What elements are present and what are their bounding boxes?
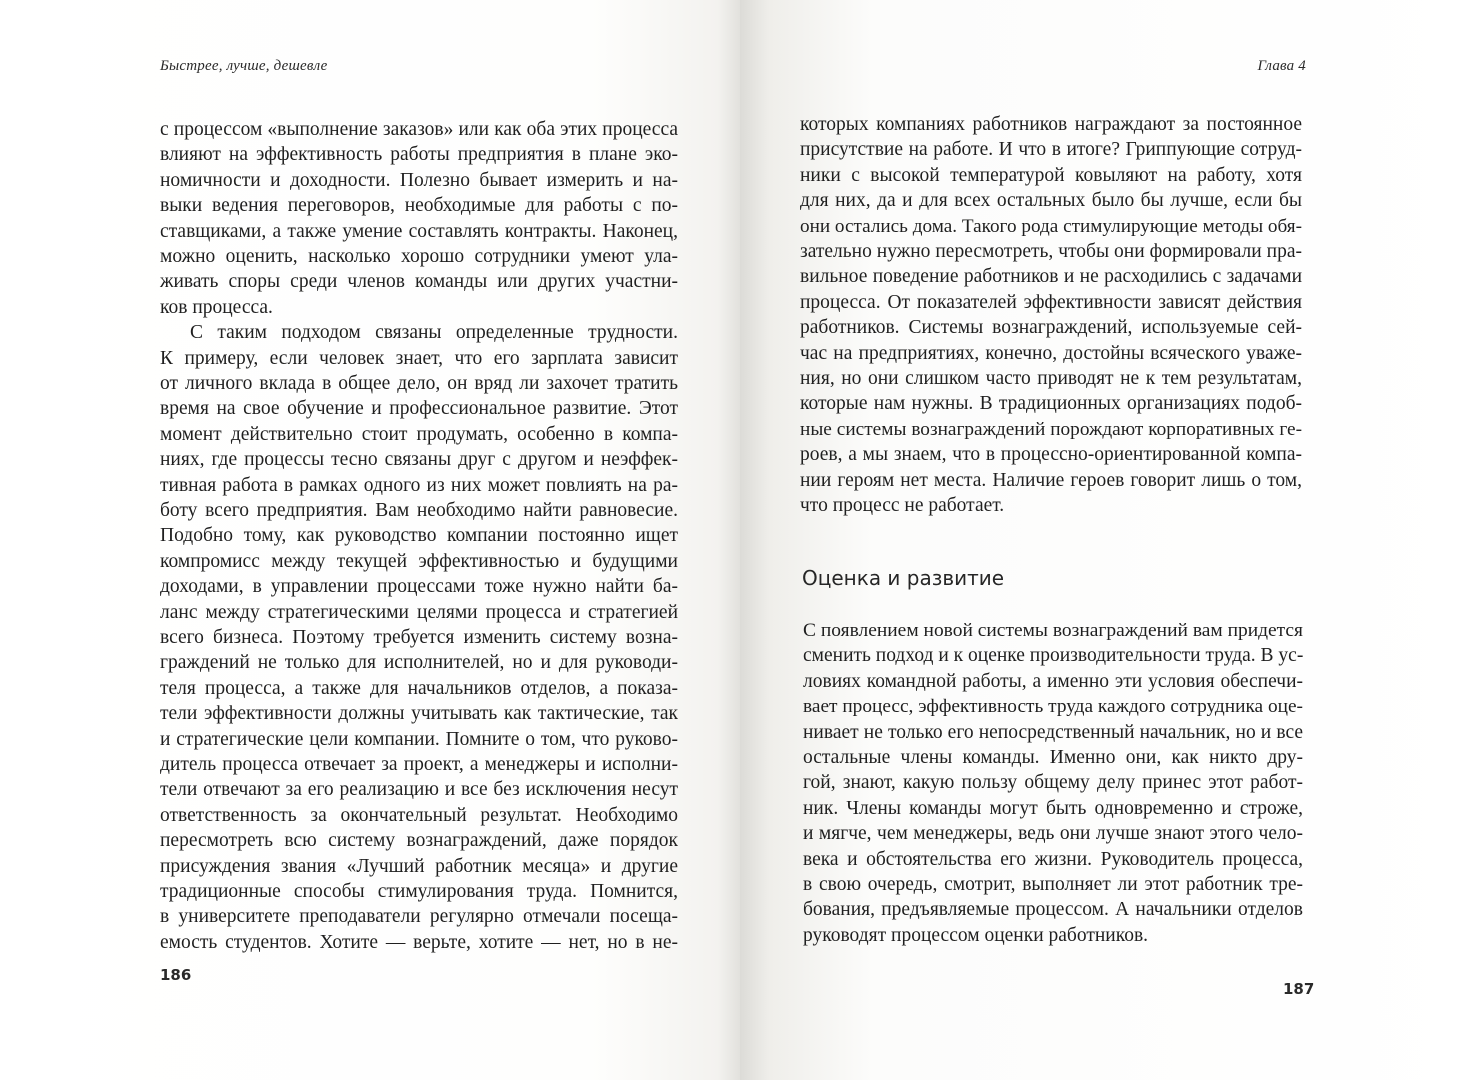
text-line: час на предприятиях, конечно, достойны всяческого уваже- <box>800 342 1302 364</box>
text-line: гой, знают, какую пользу общему делу принес этот работ- <box>803 772 1303 794</box>
text-line: ставщиками, а также умение составлять контракты. Наконец, <box>160 220 678 242</box>
text-line: время на свое обучение и профессиональное развитие. Этот <box>160 398 678 420</box>
text-line: влияют на эффективность работы предприятия в плане эко- <box>160 144 678 166</box>
text-line: которые нам нужны. В традиционных организациях подоб- <box>800 393 1302 415</box>
page-number-left: 186 <box>160 966 192 984</box>
text-line: живать споры среди членов команды или других участни- <box>160 271 678 293</box>
text-line: номичности и доходности. Полезно бывает измерить и на- <box>160 169 678 191</box>
text-line: работников. Системы вознаграждений, используемые сей- <box>800 317 1302 339</box>
text-line: традиционные способы стимулирования труда. Помнится, <box>160 881 678 902</box>
text-line: ник. Члены команды могут быть одновременно и строже, <box>803 797 1303 819</box>
text-line: боту всего предприятия. Вам необходимо найти равновесие. <box>160 500 678 521</box>
text-line: Подобно тому, как руководство компании постоянно ищет <box>160 525 678 547</box>
text-line: емость студентов. Хотите — верьте, хотите — нет, но в не- <box>160 931 678 953</box>
text-line: руководят процессом оценки работников. <box>803 924 1149 946</box>
section-heading: Оценка и развитие <box>802 566 1005 590</box>
text-line: зательно нужно пересмотреть, чтобы они формировали пра- <box>800 241 1302 262</box>
text-line: вильное поведение работников и не расходились с задачами <box>800 266 1302 288</box>
text-line: сменить подход и к оценке производительности труда. В ус- <box>803 645 1304 667</box>
text-line: ники с высокой температурой ковыляют на работу, хотя <box>800 164 1302 186</box>
text-line: присутствие на работе. И что в итоге? Гриппующие сотруд- <box>800 139 1302 161</box>
text-line: ответственность за окончательный результат. Необходимо <box>160 804 678 826</box>
text-line: вает процесс, эффективность труда каждого сотрудника оце- <box>803 696 1303 718</box>
text-line: всего бизнеса. Поэтому требуется изменить систему возна- <box>160 627 678 648</box>
text-line: с процессом «выполнение заказов» или как оба этих процесса <box>160 119 678 140</box>
text-line: ков процесса. <box>160 296 273 318</box>
text-line: ные системы вознаграждений порождают корпоративных ге- <box>800 418 1302 440</box>
text-line: что процесс не работает. <box>800 495 1005 516</box>
text-line: компромисс между текущей эффективностью и будущими <box>160 550 678 572</box>
text-line: ланс между стратегическими целями процесса и стратегией <box>160 601 678 623</box>
text-line: теля процесса, а также для начальников отделов, а показа- <box>160 677 678 699</box>
text-line: присуждения звания «Лучший работник месяца» и другие <box>160 855 678 877</box>
text-line: в свою очередь, смотрит, выполняет ли этот работник тре- <box>803 874 1303 895</box>
text-line: тели отвечают за его реализацию и все без исключения несут <box>160 779 678 801</box>
text-line: граждений не только для исполнителей, но и для руководи- <box>160 652 678 674</box>
text-line: и стратегические цели компании. Помните о том, что руково- <box>160 728 678 750</box>
text-line: нии героям нет места. Наличие героев говорит лишь о том, <box>800 469 1302 491</box>
text-line: ниях, где процессы тесно связаны друг с другом и неэффек- <box>160 449 678 471</box>
text-line: дитель процесса отвечает за проект, а менеджеры и исполни- <box>160 754 678 775</box>
text-line: остальные члены команды. Именно они, как никто дру- <box>803 747 1303 768</box>
text-line: тивная работа в рамках одного из них может повлиять на ра- <box>160 474 678 496</box>
text-line: бования, предъявляемые процессом. А начальники отделов <box>803 899 1303 921</box>
text-line: ния, но они слишком часто приводят не к тем результатам, <box>800 368 1302 389</box>
paragraph-first-line: С таким подходом связаны определенные трудности. <box>190 322 678 344</box>
text-line: момент действительно стоит продумать, особенно в компа- <box>160 423 678 445</box>
text-line: нивает не только его непосредственный начальник, но и все <box>803 721 1303 743</box>
page-number-right: 187 <box>1283 980 1315 998</box>
text-line: выки ведения переговоров, необходимые для работы с по- <box>160 195 678 217</box>
text-line: пересмотреть всю систему вознаграждений, даже порядок <box>160 830 678 852</box>
text-line: от личного вклада в общее дело, он вряд ли захочет тратить <box>160 373 678 394</box>
running-head-right: Глава 4 <box>1257 58 1306 74</box>
running-head-left: Быстрее, лучше, дешевле <box>160 58 328 74</box>
text-line: доходами, в управлении процессами тоже нужно найти ба- <box>160 576 678 598</box>
text-line: они остались дома. Такого рода стимулирующие методы обя- <box>800 215 1302 237</box>
text-line: К примеру, если человек знает, что его зарплата зависит <box>160 347 678 369</box>
text-line: роев, а мы знаем, что в процессно-ориентированной компа- <box>800 444 1302 466</box>
text-line: которых компаниях работников награждают за постоянное <box>800 114 1302 135</box>
text-line: и мягче, чем менеджеры, ведь они лучше знают этого чело- <box>803 823 1303 845</box>
text-line: для них, да и для всех остальных было бы лучше, если бы <box>800 190 1302 212</box>
text-line: в университете преподаватели регулярно отмечали посеща- <box>160 906 678 928</box>
text-line: можно оценить, насколько хорошо сотрудники умеют ула- <box>160 246 678 267</box>
text-line: тели эффективности должны учитывать как тактические, так <box>160 703 678 725</box>
text-line: века и обстоятельства его жизни. Руководитель процесса, <box>803 848 1303 870</box>
text-line: С появлением новой системы вознаграждений вам придется <box>803 620 1303 641</box>
text-line: процесса. От показателей эффективности зависят действия <box>800 291 1302 313</box>
text-line: ловиях командной работы, а именно эти условия обеспечи- <box>803 670 1303 692</box>
